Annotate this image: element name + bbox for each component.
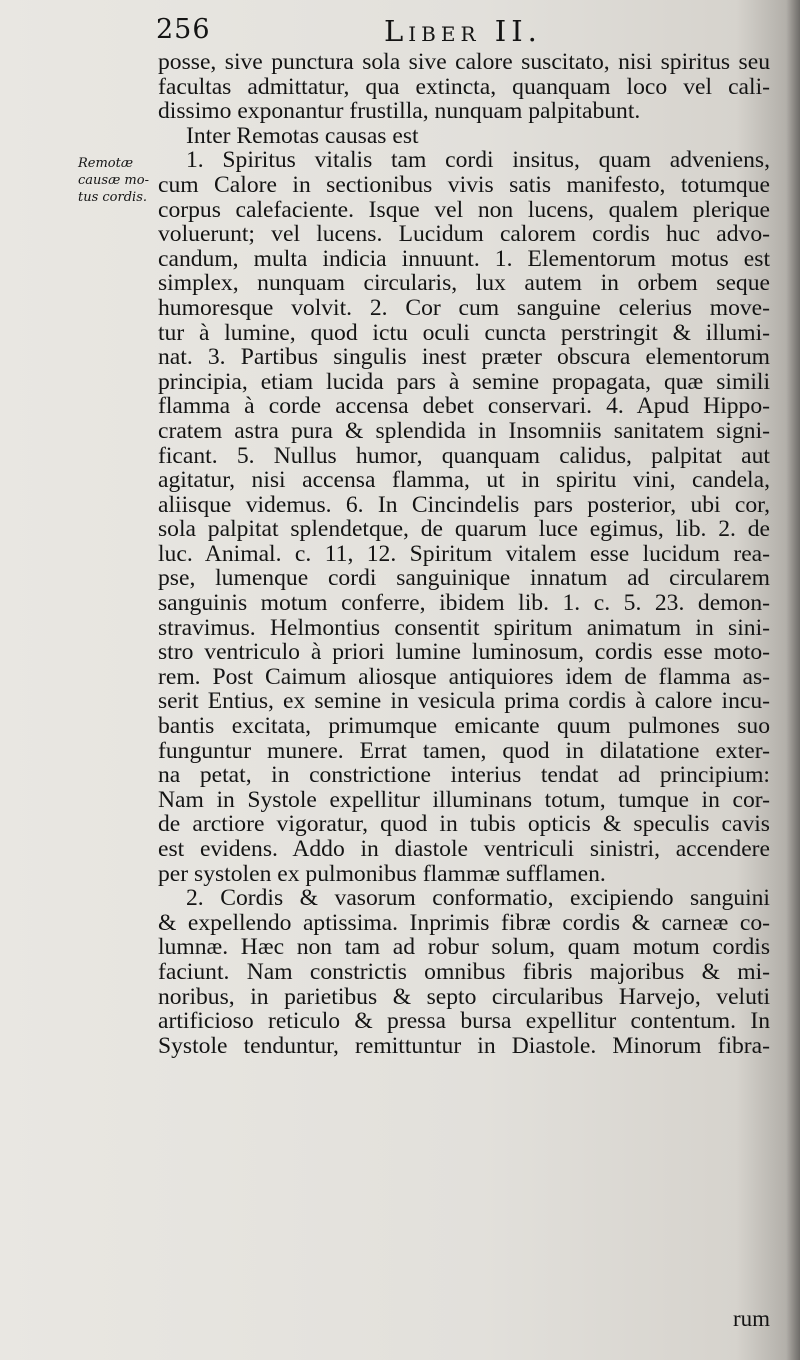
text-line: ficant. 5. Nullus humor, quanquam calidus, palpitat aut xyxy=(158,443,770,469)
margin-note xyxy=(78,155,154,206)
text-line: candum, multa indicia innuunt. 1. Elementorum motus est xyxy=(158,246,770,272)
text-line: serit Entius, ex semine in vesicula prima cordis à calore incu- xyxy=(158,689,770,715)
text-line: facultas admittatur, qua extincta, quanquam loco vel cali- xyxy=(158,74,770,100)
text-line: noribus, in parietibus & septo circularibus Harvejo, veluti xyxy=(158,984,770,1010)
text-line: 1. Spiritus vitalis tam cordi insitus, quam adveniens, xyxy=(186,148,770,173)
text-line: per systolen ex pulmonibus flammæ sufflamen. xyxy=(158,861,606,887)
text-line: luc. Animal. c. 11, 12. Spiritum vitalem esse lucidum rea- xyxy=(158,541,770,567)
text-line: faciunt. Nam constrictis omnibus fibris majoribus & mi- xyxy=(158,959,770,985)
text-line: bantis excitata, primumque emicante quum pulmones suo xyxy=(158,714,770,739)
margin-note-line: Remotæ xyxy=(78,156,134,171)
text-line: corpus calefaciente. Isque vel non lucens, qualem plerique xyxy=(158,197,770,223)
margin-note-line: causæ mo- xyxy=(78,173,149,188)
text-line: nat. 3. Partibus singulis inest præter obscura elementorum xyxy=(158,345,770,370)
text-line: posse, sive punctura sola sive calore suscitato, nisi spiritus seu xyxy=(158,50,770,75)
body-text xyxy=(158,50,788,1058)
text-line: Inter Remotas causas est xyxy=(186,123,419,149)
text-line: principia, etiam lucida pars à semine propagata, quæ simili xyxy=(158,369,770,395)
text-line: funguntur munere. Errat tamen, quod in dilatatione exter- xyxy=(158,738,770,764)
text-line: pse, lumenque cordi sanguinique innatum ad circularem xyxy=(158,566,770,592)
page-number: 256 xyxy=(156,14,211,45)
text-line: voluerunt; vel lucens. Lucidum calorem cordis huc advo- xyxy=(158,222,770,247)
text-line: agitatur, nisi accensa flamma, ut in spiritu vini, candela, xyxy=(158,468,770,493)
text-line: sola palpitat splendetque, de quarum luce egimus, lib. 2. de xyxy=(158,517,770,542)
text-line: tur à lumine, quod ictu oculi cuncta perstringit & illumi- xyxy=(158,320,770,346)
text-line: lumnæ. Hæc non tam ad robur solum, quam motum cordis xyxy=(158,935,770,960)
page-gutter-shadow xyxy=(786,0,800,1360)
text-line: stro ventriculo à priori lumine luminosum, cordis esse moto- xyxy=(158,640,770,665)
text-line: Systole tenduntur, remittuntur in Diastole. Minorum fibra- xyxy=(158,1033,770,1059)
text-line: artificioso reticulo & pressa bursa expellitur contentum. In xyxy=(158,1009,770,1034)
text-line: & expellendo aptissima. Inprimis fibræ cordis & carneæ co- xyxy=(158,910,770,936)
text-line: flamma à corde accensa debet conservari. 4. Apud Hippo- xyxy=(158,394,770,419)
text-line: stravimus. Helmontius consentit spiritum animatum in sini- xyxy=(158,615,770,641)
text-line: na petat, in constrictione interius tendat ad principium: xyxy=(158,763,770,788)
text-line: rem. Post Caimum aliosque antiquiores idem de flamma as- xyxy=(158,664,770,690)
page-header xyxy=(152,14,712,48)
text-line: sanguinis motum conferre, ibidem lib. 1. c. 5. 23. demon- xyxy=(158,591,770,616)
text-line: dissimo exponantur frustilla, nunquam palpitabunt. xyxy=(158,99,641,124)
margin-note-line: tus cordis. xyxy=(78,190,148,205)
text-line: Nam in Systole expellitur illuminans totum, tumque in cor- xyxy=(158,787,770,813)
text-line: cum Calore in sectionibus vivis satis manifesto, totumque xyxy=(158,172,770,198)
text-line: cratem astra pura & splendida in Insomniis sanitatem signi- xyxy=(158,418,770,444)
text-line: de arctiore vigoratur, quod in tubis opticis & speculis cavis xyxy=(158,812,770,837)
text-line: 2. Cordis & vasorum conformatio, excipiendo sanguini xyxy=(186,886,770,911)
text-line: est evidens. Addo in diastole ventriculi sinistri, accendere xyxy=(158,837,770,862)
catchword: rum xyxy=(732,1306,770,1331)
text-line: simplex, nunquam circularis, lux autem in orbem seque xyxy=(158,271,770,296)
text-line: aliisque videmus. 6. In Cincindelis pars posterior, ubi cor, xyxy=(158,492,770,518)
running-head: Liber II. xyxy=(384,14,542,48)
text-line: humoresque volvit. 2. Cor cum sanguine celerius move- xyxy=(158,295,770,321)
